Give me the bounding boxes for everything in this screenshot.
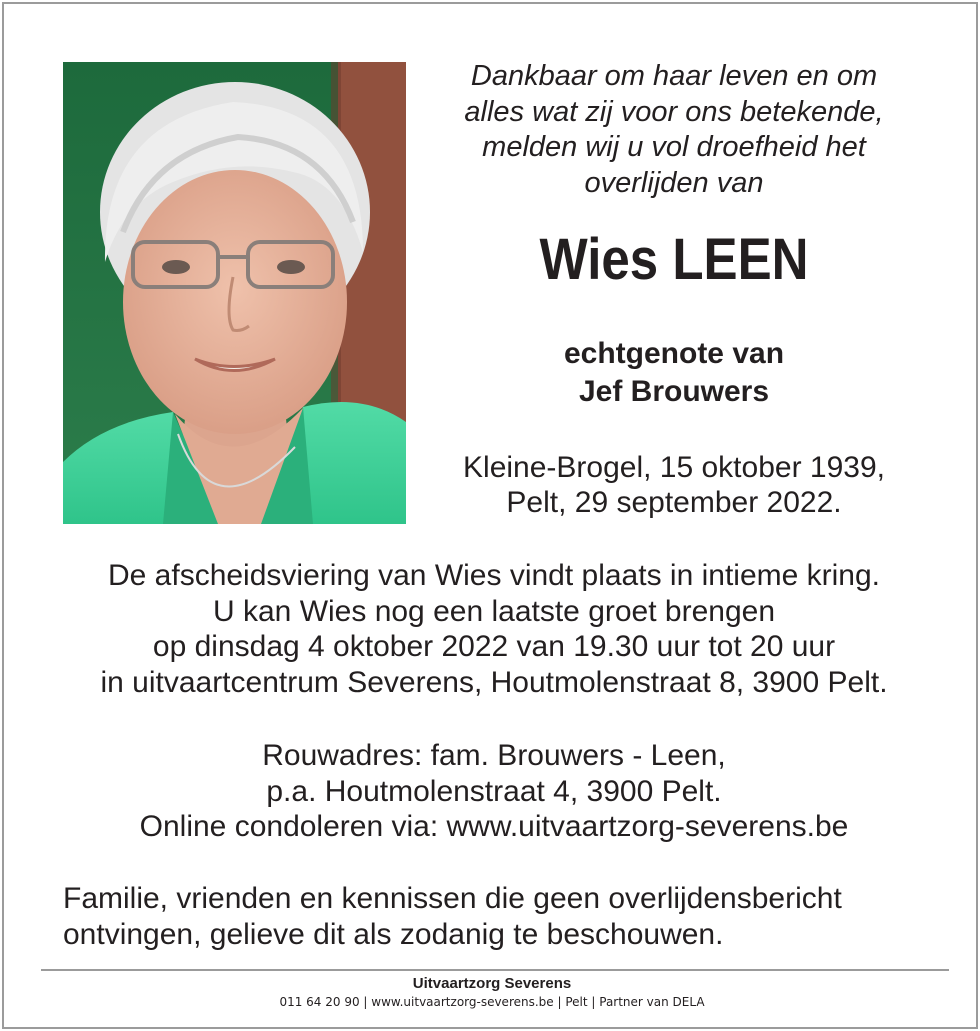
address-line: Rouwadres: fam. Brouwers - Leen, <box>262 739 726 772</box>
mourning-address <box>44 738 944 845</box>
ceremony-line: in uitvaartcentrum Severens, Houtmolenstraat 8, 3900 Pelt. <box>100 665 888 699</box>
intro-line: overlijden van <box>584 166 764 199</box>
notice-line: ontvingen, gelieve dit als zodanig te beschouwen. <box>63 917 724 951</box>
death-line: Pelt, 29 september 2022. <box>506 486 842 519</box>
family-notice <box>63 881 943 952</box>
address-line: p.a. Houtmolenstraat 4, 3900 Pelt. <box>266 774 722 808</box>
spouse-line: Jef Brouwers <box>578 375 770 408</box>
condolence-line: Online condoleren via: www.uitvaartzorg-severens.be <box>139 810 849 843</box>
portrait-photo-icon <box>63 62 406 524</box>
ceremony-line: op dinsdag 4 oktober 2022 van 19.30 uur tot 20 uur <box>152 630 836 663</box>
intro-line: melden wij u vol droefheid het <box>482 131 866 163</box>
notice-line: Familie, vrienden en kennissen die geen overlijdensbericht <box>63 882 842 915</box>
intro-text <box>424 59 924 201</box>
portrait-photo <box>63 62 406 524</box>
birth-death-dates <box>424 450 924 520</box>
ceremony-line: U kan Wies nog een laatste groet brengen <box>212 594 776 628</box>
funeral-home-contact: 011 64 20 90 | www.uitvaartzorg-severens.be | Pelt | Partner van DELA <box>279 995 705 1009</box>
ceremony-details <box>44 558 944 700</box>
ceremony-line: De afscheidsviering van Wies vindt plaats in intieme kring. <box>107 559 881 592</box>
obituary-card <box>2 2 978 1029</box>
birth-line: Kleine-Brogel, 15 oktober 1939, <box>463 451 885 484</box>
spouse-text <box>424 335 924 411</box>
spouse-line: echtgenote van <box>563 337 785 370</box>
intro-line: alles wat zij voor ons betekende, <box>464 95 884 128</box>
footer-divider <box>41 969 949 971</box>
intro-line: Dankbaar om haar leven en om <box>470 60 878 92</box>
funeral-home-name: Uitvaartzorg Severens <box>412 975 572 992</box>
deceased-name: Wies LEEN <box>539 227 809 292</box>
